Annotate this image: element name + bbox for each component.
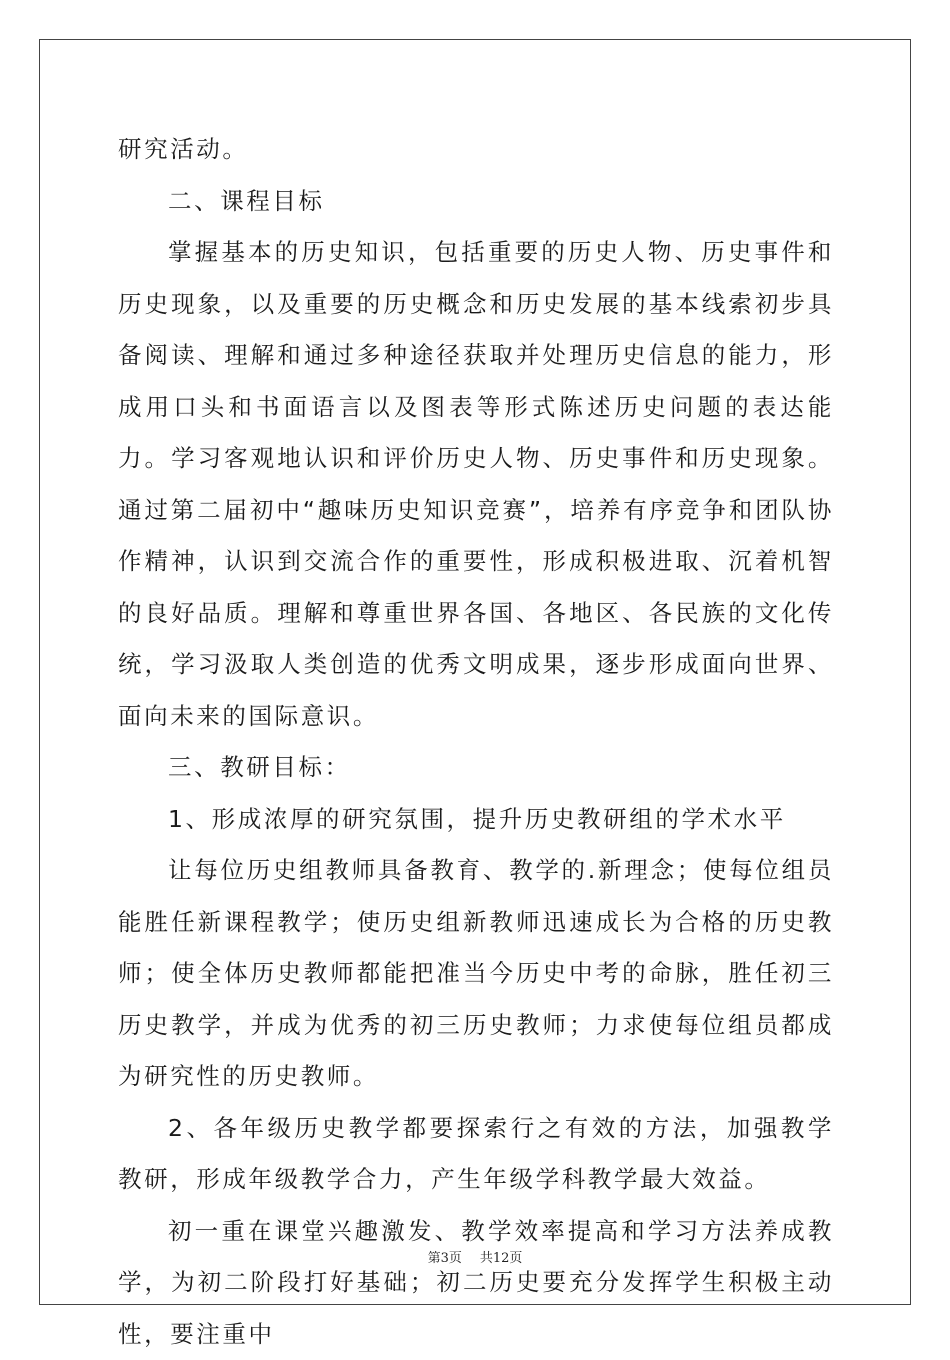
page-footer: [0, 1247, 950, 1266]
paragraph-course-goals: 掌握基本的历史知识，包括重要的历史人物、历史事件和历史现象，以及重要的历史概念和历史发展的基本线索初步具备阅读、理解和通过多种途径获取并处理历史信息的能力，形成用口头和书面语言以及图表等形式陈述历史问题的表达能力。学习客观地认识和评价历史人物、历史事件和历史现象。通过第二届初中“趣味历史知识竞赛”，培养有序竞争和团队协作精神，认识到交流合作的重要性，形成积极进取、沉着机智的良好品质。理解和尊重世界各国、各地区、各民族的文化传统，学习汲取人类创造的优秀文明成果，逐步形成面向世界、面向未来的国际意识。: [118, 227, 834, 742]
subheading-research-atmosphere: 1、形成浓厚的研究氛围，提升历史教研组的学术水平: [118, 794, 834, 846]
heading-course-goals: 二、课程目标: [118, 176, 834, 228]
paragraph-grade-focus: 初一重在课堂兴趣激发、教学效率提高和学习方法养成教学，为初二阶段打好基础；初二历史要充分发挥学生积极主动性，要注重中: [118, 1206, 834, 1360]
subheading-grade-methods: 2、各年级历史教学都要探索行之有效的方法，加强教学教研，形成年级教学合力，产生年级学科教学最大效益。: [118, 1103, 834, 1206]
page-total: 共12页: [480, 1247, 523, 1266]
paragraph-teacher-development: 让每位历史组教师具备教育、教学的.新理念；使每位组员能胜任新课程教学；使历史组新教师迅速成长为合格的历史教师；使全体历史教师都能把准当今历史中考的命脉，胜任初三历史教学，并成为优秀的初三历史教师；力求使每位组员都成为研究性的历史教师。: [118, 845, 834, 1103]
page-number: 第3页: [428, 1247, 462, 1266]
document-body: [118, 124, 834, 1360]
paragraph-continuation: 研究活动。: [118, 124, 834, 176]
heading-teaching-research-goals: 三、教研目标：: [118, 742, 834, 794]
